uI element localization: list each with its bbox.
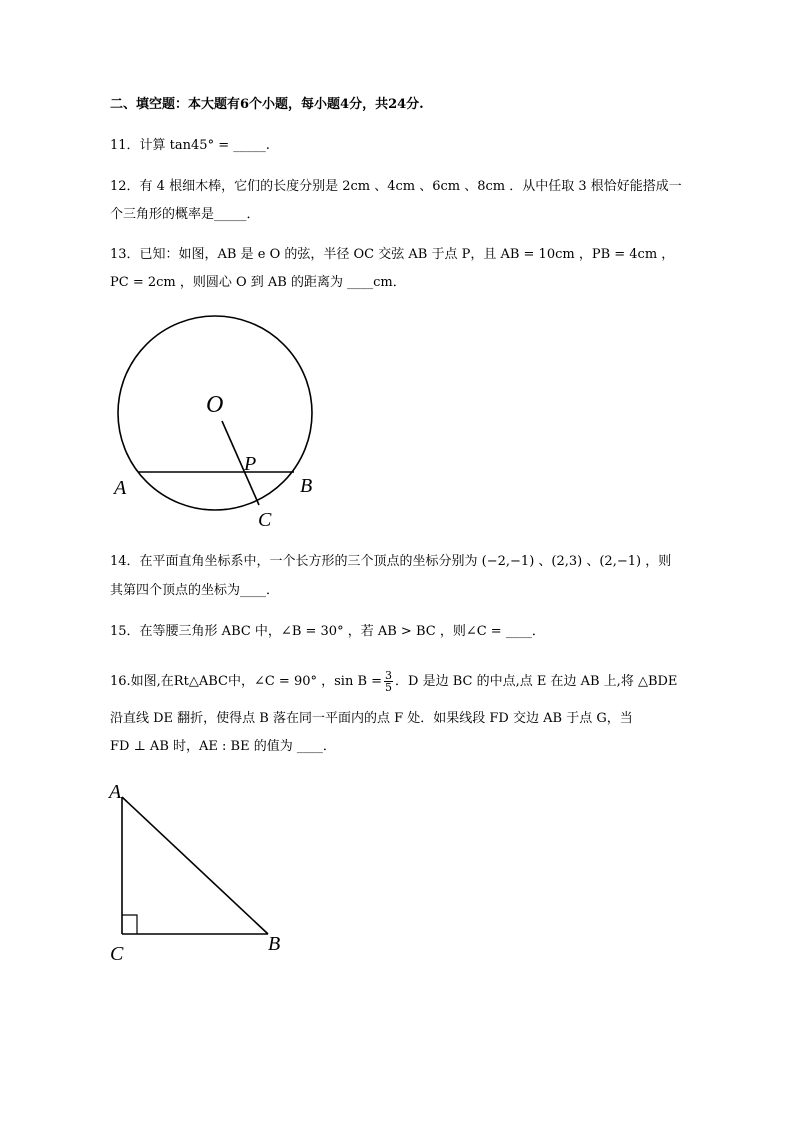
label-c-2: C — [110, 943, 124, 965]
question-16-line-2: 沿直线 DE 翻折，使得点 B 落在同一平面内的点 F 处．如果线段 FD 交边 AB 于点 G，当 — [110, 711, 633, 726]
question-16-line-3: FD ⊥ AB 时，AE : BE 的值为 ____． — [110, 739, 336, 754]
label-o: O — [206, 392, 224, 418]
label-b: B — [300, 475, 313, 497]
question-12-line-1: 12．有 4 根细木棒，它们的长度分别是 2cm 、4cm 、6cm 、8cm ．从中任取 3 根恰好能搭成一 — [110, 179, 682, 194]
question-12-line-2: 个三角形的概率是_____． — [110, 207, 260, 222]
right-angle-mark — [122, 915, 137, 934]
side-ab — [122, 797, 268, 934]
question-15: 15．在等腰三角形 ABC 中，∠B = 30° ，若 AB > BC ，则∠C = ____． — [110, 624, 545, 639]
fraction-denominator: 5 — [385, 681, 393, 694]
question-14-line-1: 14．在平面直角坐标系中，一个长方形的三个顶点的坐标分别为 (−2,−1) 、(2,3) 、(2,−1) ，则 — [110, 554, 672, 569]
label-c: C — [258, 509, 272, 531]
question-13-line-1: 13．已知：如图，AB 是 e O 的弦，半径 OC 交弦 AB 于点 P，且 AB = 10cm ，PB = 4cm ， — [110, 247, 675, 262]
label-a: A — [114, 477, 127, 499]
question-16-line-1-start: 16.如图,在Rt△ABC中，∠C = 90° ，sin B = — [110, 674, 383, 689]
section-heading: 二、填空题：本大题有6个小题，每小题4分，共24分. — [110, 97, 424, 112]
question-14-line-2: 其第四个顶点的坐标为____． — [110, 583, 280, 598]
question-16-line-1-end: ．D 是边 BC 的中点,点 E 在边 AB 上,将 △BDE — [395, 674, 678, 689]
label-b-2: B — [268, 933, 281, 955]
label-p: P — [244, 453, 257, 475]
question-11: 11．计算 tan45° = _____. — [110, 138, 270, 153]
fraction-numerator: 3 — [385, 669, 393, 682]
label-a-2: A — [109, 781, 122, 803]
question-13-line-2: PC = 2cm ，则圆心 O 到 AB 的距离为 ____cm． — [110, 275, 406, 290]
